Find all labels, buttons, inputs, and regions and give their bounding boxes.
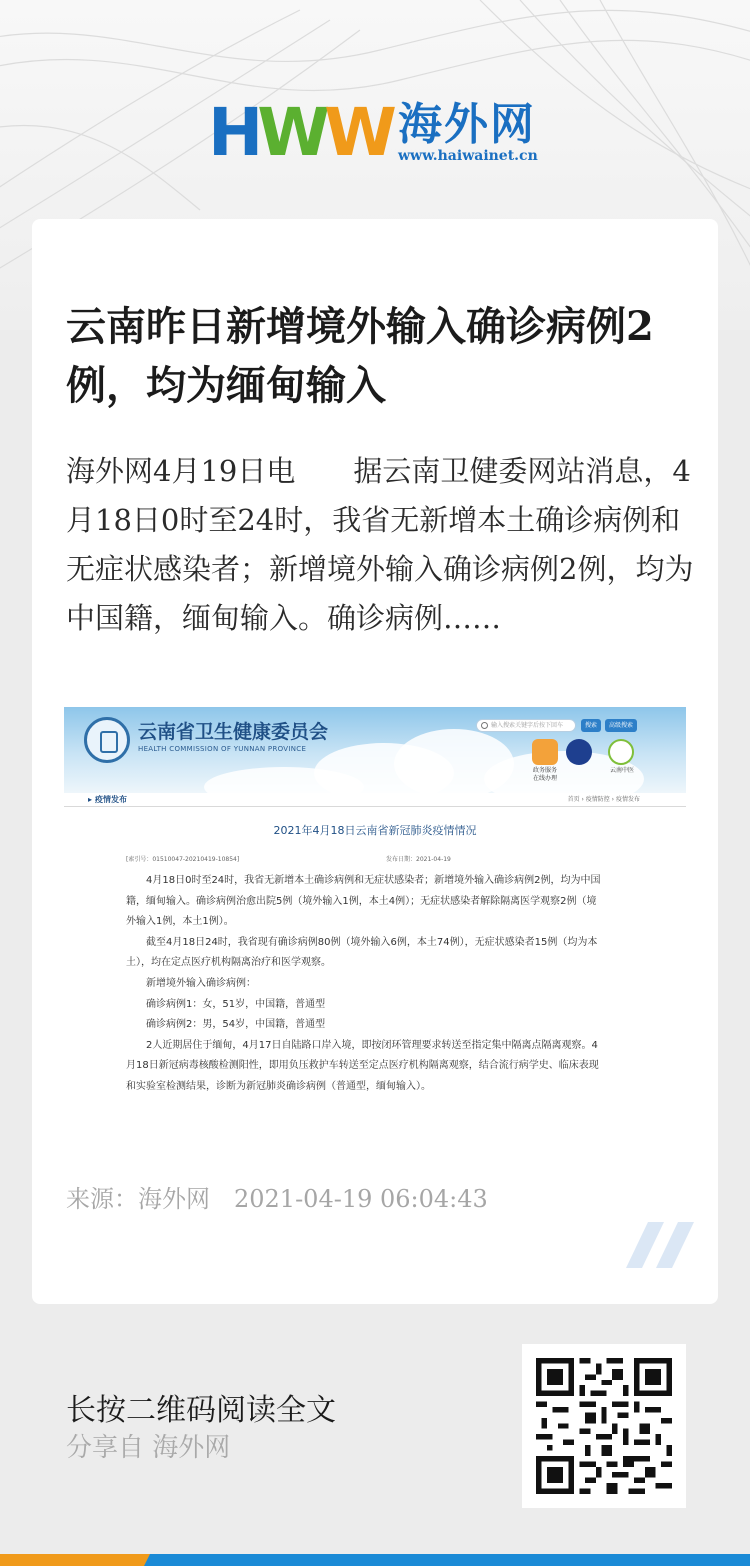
article-title: 云南昨日新增境外输入确诊病例2例，均为缅甸输入 <box>66 303 654 409</box>
article-image[interactable] <box>64 707 686 1139</box>
gov-service-icon <box>532 739 558 765</box>
qr-code-icon <box>536 1358 672 1494</box>
screenshot-advanced-search-button: 高级搜索 <box>605 719 637 732</box>
screenshot-banner <box>64 707 686 793</box>
article-summary[interactable]: 海外网4月19日电 据云南卫健委网站消息，4月18日0时至24时，我省无新增本土确诊病例和无症状感染者；新增境外输入确诊病例2例，均为中国籍，缅甸输入。确诊病例…… <box>66 454 694 635</box>
logo-chinese-name: 海外网 <box>398 99 536 150</box>
screenshot-publish-date: 发布日期：2021-04-19 <box>386 856 451 863</box>
screenshot-search-button: 搜索 <box>581 719 601 732</box>
screenshot-doc-title: 2021年4月18日云南省新冠肺炎疫情情况 <box>273 824 477 837</box>
health-commission-emblem-icon <box>84 717 130 763</box>
shared-from-label: 分享自 海外网 <box>66 1433 231 1463</box>
gov-service-label: 政务服务 在线办理 <box>532 767 557 782</box>
screenshot-breadcrumb: 首页 › 疫情防控 › 疫情发布 <box>567 796 640 803</box>
screenshot-paragraph: 2人近期居住于缅甸，4月17日自陆路口岸入境，即按闭环管理要求转送至指定集中隔离点隔离观察。4月18日新冠病毒核酸检测阳性，即用负压救护车转送至定点医疗机构隔离观察，结合流行病学史、临床表现和实验室检测结果，诊断为新冠肺炎确诊病例（普通型，缅甸输入）。 <box>126 1039 599 1092</box>
bottom-color-bar <box>0 1554 750 1566</box>
qr-code[interactable] <box>522 1344 686 1508</box>
screenshot-nav-bar <box>64 793 686 807</box>
screenshot-paragraph: 确诊病例2：男，54岁，中国籍，普通型 <box>146 1019 326 1031</box>
yunnan-tcm-icon <box>608 739 634 765</box>
article-source-line: 来源：海外网 2021-04-19 06:04:43 <box>66 1185 488 1213</box>
screenshot-doc-body <box>126 871 606 1098</box>
screenshot-paragraph: 确诊病例1：女，51岁，中国籍，普通型 <box>146 998 326 1010</box>
yunnan-tcm-label: 云南中医 <box>609 767 634 774</box>
screenshot-index-number: [索引号：01510047-20210419-10854] <box>126 856 240 863</box>
logo-url: www.haiwainet.cn <box>398 148 538 164</box>
read-full-text-prompt: 长按二维码阅读全文 <box>66 1393 336 1428</box>
double-slash-decoration-icon <box>626 1222 696 1268</box>
screenshot-paragraph: 新增境外输入确诊病例： <box>146 977 256 989</box>
haiwainet-logo[interactable] <box>208 94 548 171</box>
screenshot-org-name: 云南省卫生健康委员会 <box>138 721 329 743</box>
logo-hww-letters: HWW <box>208 94 391 171</box>
screenshot-paragraph: 4月18日0时至24时，我省无新增本土确诊病例和无症状感染者；新增境外输入确诊病例2例，均为中国籍，缅甸输入。确诊病例治愈出院5例（境外输入1例，本土4例）；无症状感染者解除隔离医学观察2例（境外输入1例，本土1例）。 <box>126 875 601 928</box>
share-footer <box>0 1304 750 1554</box>
globe-icon <box>566 739 592 765</box>
screenshot-search-input: 输入搜索关键字后按下回车 <box>476 719 576 732</box>
screenshot-org-name-en: HEALTH COMMISSION OF YUNNAN PROVINCE <box>138 745 307 753</box>
article-card <box>32 219 718 1304</box>
screenshot-nav-section: ▸ 疫情发布 <box>88 794 127 806</box>
screenshot-paragraph: 截至4月18日24时，我省现有确诊病例80例（境外输入6例，本土74例），无症状感染者15例（均为本土），均在定点医疗机构隔离治疗和医学观察。 <box>126 936 598 969</box>
